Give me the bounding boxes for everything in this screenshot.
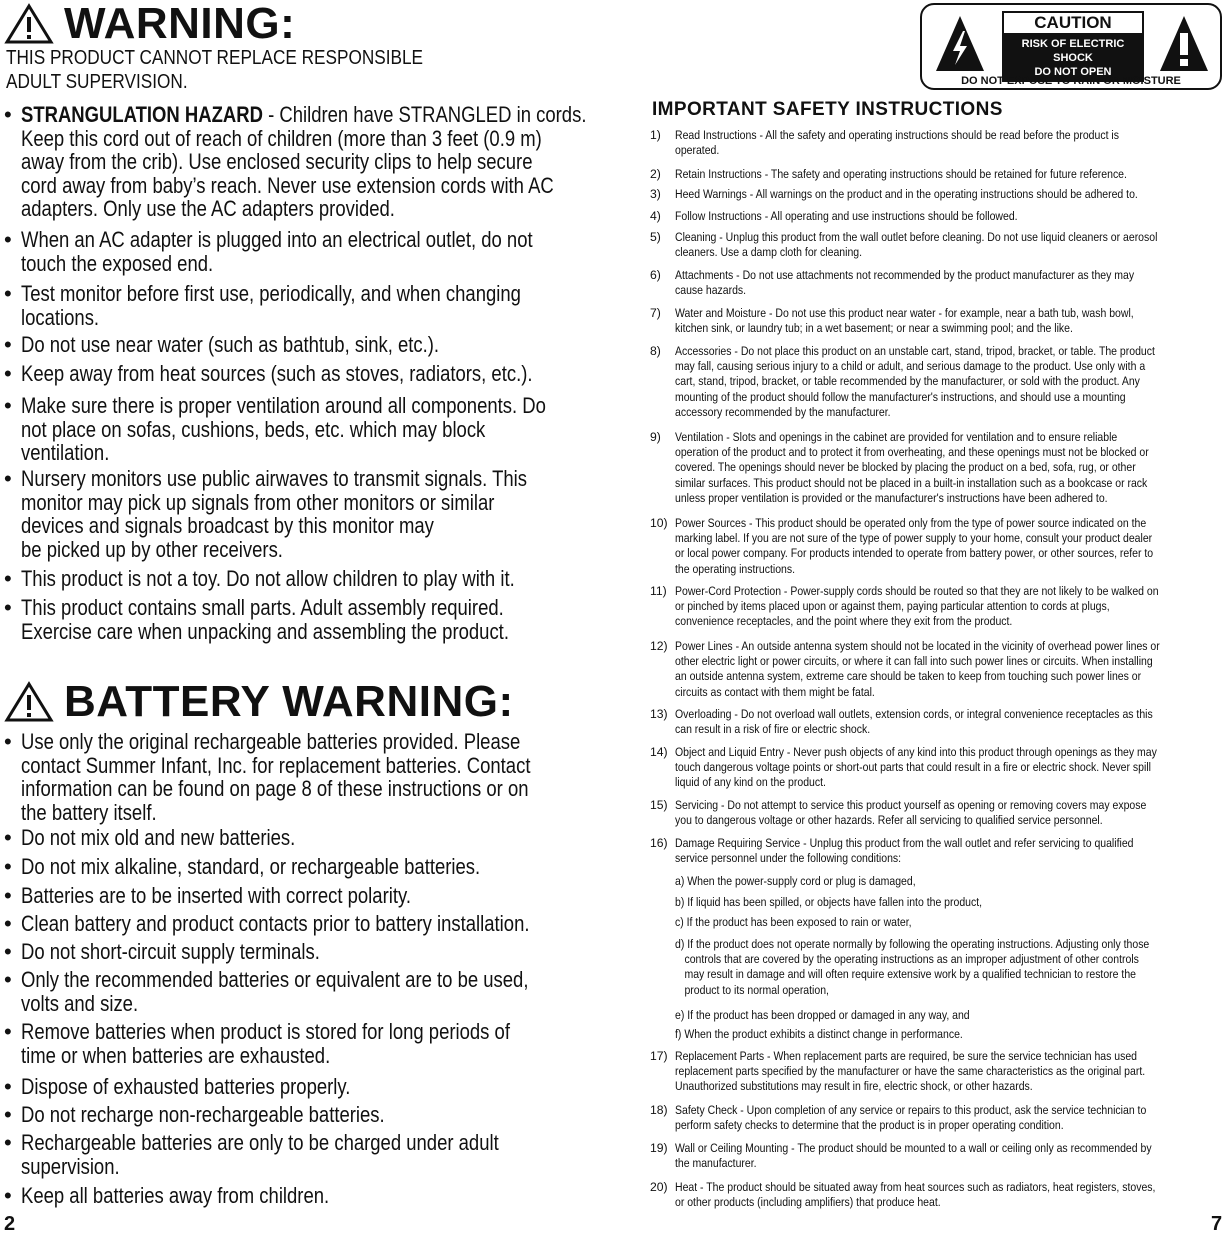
item-line: operation of the product and to protect it from overheating, and these openings must not be blocked or <box>675 445 1149 460</box>
battery-bullet-line: the battery itself. <box>21 799 157 825</box>
item-number: 2) <box>650 167 661 181</box>
item-line: Replacement Parts - When replacement parts are required, be sure the service technician has used <box>675 1049 1137 1063</box>
warning-bullet-line: Exercise care when unpacking and assembling the product. <box>21 618 509 644</box>
item-line: Ventilation - Slots and openings in the cabinet are provided for ventilation and to ensure reliable <box>675 430 1118 444</box>
caution-center <box>1002 11 1144 82</box>
bullet-dot: • <box>4 566 12 591</box>
bullet-dot: • <box>4 393 12 418</box>
damage-condition-item <box>675 937 1226 998</box>
battery-bullet-line: time or when batteries are exhausted. <box>21 1042 331 1068</box>
warning-bullet-line: be picked up by other receivers. <box>21 536 283 562</box>
condition-line: c) If the product has been exposed to rain or water, <box>675 915 912 929</box>
item-line: you to dangerous voltage or other hazards. Refer all servicing to qualified service personnel. <box>675 813 1103 828</box>
item-line: covered. The openings should never be blocked by placing the product on a bed, sofa, rug, or other <box>675 460 1136 475</box>
left-page <box>0 0 600 1237</box>
item-line: Unauthorized substitutions may result in fire, electric shock, or other hazards. <box>675 1079 1033 1094</box>
warning-subtitle-line: THIS PRODUCT CANNOT REPLACE RESPONSIBLE <box>6 47 424 69</box>
bullet-dot: • <box>4 281 12 306</box>
item-number: 16) <box>650 836 668 850</box>
bullet-dot: • <box>4 729 12 754</box>
safety-instructions-title: IMPORTANT SAFETY INSTRUCTIONS <box>652 99 1003 120</box>
condition-line: controls that are covered by the operating instructions as an improper adjustment of other controls <box>684 952 1139 967</box>
battery-bullet-line: contact Summer Infant, Inc. for replacement batteries. Contact <box>21 752 531 778</box>
item-number: 1) <box>650 128 661 142</box>
bullet-dot: • <box>4 1102 12 1127</box>
battery-bullet-line: Do not mix old and new batteries. <box>21 825 296 850</box>
item-number: 11) <box>650 584 667 598</box>
item-line: operated. <box>675 143 720 158</box>
item-line: kitchen sink, or laundry tub; in a wet basement; or near a swimming pool; and the like. <box>675 321 1073 336</box>
battery-bullet-line: Remove batteries when product is stored for long periods of <box>21 1019 510 1044</box>
item-line: marking label. If you are not sure of the type of power supply to your home, consult your product dealer <box>675 531 1153 546</box>
page-number-right: 7 <box>1211 1213 1223 1235</box>
item-line: Retain Instructions - The safety and operating instructions should be retained for future reference. <box>675 167 1127 181</box>
condition-line: d) If the product does not operate normally by following the operating instructions. Adjusting only those <box>675 937 1150 951</box>
condition-line: b) If liquid has been spilled, or objects have fallen into the product, <box>675 895 983 909</box>
warning-bullet-line: touch the exposed end. <box>21 250 214 276</box>
item-line: perform safety checks to determine that the product is in proper operating condition. <box>675 1118 1064 1133</box>
bullet-dot: • <box>4 825 12 850</box>
bullet-dot: • <box>4 361 12 386</box>
item-line: Object and Liquid Entry - Never push objects of any kind into this product through openings as they may <box>675 745 1157 759</box>
condition-line: e) If the product has been dropped or damaged in any way, and <box>675 1008 970 1022</box>
item-line: Power Lines - An outside antenna system should not be located in the vicinity of overhead power lines or <box>675 639 1160 653</box>
warning-triangle-icon <box>4 681 54 723</box>
hazard-text: - Children have STRANGLED in cords. <box>262 102 587 127</box>
battery-bullet-line: Use only the original rechargeable batteries provided. Please <box>21 729 521 754</box>
bullet-dot: • <box>4 102 12 127</box>
item-line: cause hazards. <box>675 283 747 298</box>
exclamation-warning-icon <box>1158 13 1210 75</box>
warning-bullet-line: not place on sofas, cushions, beds, etc. which may block <box>21 416 486 442</box>
item-number: 20) <box>650 1180 668 1194</box>
warning-bullet-line: Keep this cord out of reach of children (more than 3 feet (0.9 m) <box>21 125 542 151</box>
damage-condition-item <box>675 895 1032 910</box>
battery-bullet-line: volts and size. <box>21 990 139 1016</box>
bullet-dot: • <box>4 466 12 491</box>
item-line: Wall or Ceiling Mounting - The product should be mounted to a wall or ceiling only as recommended by <box>675 1141 1152 1155</box>
risk-line: RISK OF ELECTRIC SHOCK <box>1021 38 1125 64</box>
warning-bullet-line: Nursery monitors use public airwaves to transmit signals. This <box>21 466 527 491</box>
caution-word: CAUTION <box>1002 11 1144 35</box>
item-line: an outside antenna system, extreme care should be taken to keep from touching such power lines or <box>675 669 1142 684</box>
damage-condition-item <box>675 915 950 930</box>
item-number: 10) <box>650 516 668 530</box>
item-line: Water and Moisture - Do not use this product near water - for example, near a bath tub, wash bowl, <box>675 306 1134 320</box>
warning-bullet-line: ventilation. <box>21 440 110 465</box>
item-line: circuits as contact with them might be fatal. <box>675 684 875 699</box>
warning-bullet-line: This product contains small parts. Adult assembly required. <box>21 595 504 620</box>
warning-subtitle-line: ADULT SUPERVISION. <box>6 71 188 93</box>
item-line: mounting of the product should follow the manufacturer's instructions, and should use a mounting <box>675 389 1126 404</box>
battery-bullet-line: Do not recharge non-rechargeable batteries. <box>21 1102 385 1127</box>
item-line: Damage Requiring Service - Unplug this product from the wall outlet and refer servicing to qualified <box>675 836 1134 850</box>
item-number: 14) <box>650 745 668 759</box>
item-line: accessory recommended by the manufacturer. <box>675 404 891 419</box>
item-number: 6) <box>650 268 661 282</box>
item-line: may fall, causing serious injury to a child or adult, and serious damage to the product. Use only with a <box>675 359 1146 374</box>
item-number: 5) <box>650 230 661 244</box>
item-number: 4) <box>650 209 661 223</box>
battery-bullet-line: Clean battery and product contacts prior to battery installation. <box>21 911 530 936</box>
bullet-dot: • <box>4 1130 12 1155</box>
battery-warning-heading <box>4 677 514 726</box>
item-line: touch dangerous voltage points or short-out parts that could result in a fire or electric shock. Never spill <box>675 760 1151 775</box>
item-line: cart, stand, tripod, bracket, or table recommended by the manufacturer, or sold with the product. Any <box>675 374 1140 389</box>
item-line: liquid of any kind on the product. <box>675 775 826 790</box>
condition-line: may result in damage and will often require extensive work by a qualified technician to restore the <box>684 967 1136 982</box>
item-number: 15) <box>650 798 668 812</box>
bullet-dot: • <box>4 227 12 252</box>
battery-bullet-line: Only the recommended batteries or equivalent are to be used, <box>21 967 529 992</box>
battery-bullet-line: Do not mix alkaline, standard, or rechargeable batteries. <box>21 854 481 879</box>
warning-bullet-line: monitor may pick up signals from other monitors or similar <box>21 489 495 515</box>
item-number: 7) <box>650 306 661 320</box>
bullet-dot: • <box>4 595 12 620</box>
bullet-dot: • <box>4 939 12 964</box>
warning-triangle-icon <box>4 3 54 45</box>
item-line: convenience receptacles, and the point where they exit from the product. <box>675 614 1013 629</box>
battery-bullet-line: Dispose of exhausted batteries properly. <box>21 1074 351 1099</box>
item-line: Read Instructions - All the safety and operating instructions should be read before the product is <box>675 128 1119 142</box>
warning-heading <box>4 2 295 46</box>
battery-warning-title: BATTERY WARNING: <box>64 677 514 726</box>
battery-bullet-line: Batteries are to be inserted with correct polarity. <box>21 883 411 908</box>
condition-line: f) When the product exhibits a distinct change in performance. <box>675 1027 963 1041</box>
item-number: 17) <box>650 1049 668 1063</box>
item-line: Heat - The product should be situated away from heat sources such as radiators, heat registers, stoves, <box>675 1180 1156 1194</box>
item-line: Overloading - Do not overload wall outlets, extension cords, or integral convenience receptacles as this <box>675 707 1153 721</box>
warning-bullet-line: Test monitor before first use, periodically, and when changing <box>21 281 521 306</box>
risk-line: DO NOT OPEN <box>1034 66 1112 78</box>
warning-bullet-line: Do not use near water (such as bathtub, sink, etc.). <box>21 332 440 357</box>
item-line: or local power company. For products intended to operate from battery power, or other sources, refer to <box>675 546 1154 561</box>
item-line: or other products (including amplifiers) that produce heat. <box>675 1195 941 1210</box>
warning-bullet-line <box>21 103 586 127</box>
item-line: other electric light or power circuits, or where it can fall into such power lines or circuits. When installing <box>675 654 1153 669</box>
battery-bullet-line: Rechargeable batteries are only to be charged under adult <box>21 1130 499 1155</box>
item-line: Power-Cord Protection - Power-supply cords should be routed so that they are not likely to be walked on <box>675 584 1159 598</box>
item-line: unless proper ventilation is provided or the manufacturer's instructions have been adhered to. <box>675 490 1108 505</box>
item-number: 19) <box>650 1141 668 1155</box>
bullet-dot: • <box>4 967 12 992</box>
caution-label <box>920 3 1222 90</box>
bullet-dot: • <box>4 332 12 357</box>
item-line: similar surfaces. This product should not be placed in a built-in installation such as a bookcase or rack <box>675 475 1148 490</box>
warning-bullet-line: Keep away from heat sources (such as stoves, radiators, etc.). <box>21 361 533 386</box>
item-line: or pinched by items placed upon or against them, paying particular attention to cords at plugs, <box>675 599 1110 614</box>
item-line: service personnel under the following conditions: <box>675 851 902 866</box>
item-number: 9) <box>650 430 661 444</box>
item-line: Safety Check - Upon completion of any service or repairs to this product, ask the service technician to <box>675 1103 1147 1117</box>
item-line: can result in a risk of fire or electric shock. <box>675 722 871 737</box>
warning-bullet-line: locations. <box>21 304 100 330</box>
warning-bullet-line: away from the crib). Use enclosed security clips to help secure <box>21 149 533 174</box>
item-line: Follow Instructions - All operating and use instructions should be followed. <box>675 209 1018 223</box>
caution-footer: DO NOT EXPOSE TO RAIN OR MOISTURE <box>961 75 1181 87</box>
damage-condition-item <box>675 1027 1010 1042</box>
item-line: cleaners. Use a damp cloth for cleaning. <box>675 245 863 260</box>
battery-bullet-line: Do not short-circuit supply terminals. <box>21 939 320 964</box>
item-line: Heed Warnings - All warnings on the product and in the operating instructions should be adhered to. <box>675 187 1138 201</box>
bullet-dot: • <box>4 911 12 936</box>
electric-shock-icon <box>934 13 986 75</box>
item-line: Attachments - Do not use attachments not recommended by the product manufacturer as they may <box>675 268 1135 282</box>
warning-subtitle <box>6 46 491 94</box>
condition-line: a) When the power-supply cord or plug is damaged, <box>675 874 916 888</box>
bullet-dot: • <box>4 854 12 879</box>
warning-bullet-line: Make sure there is proper ventilation around all components. Do <box>21 393 546 418</box>
item-number: 8) <box>650 344 661 358</box>
battery-bullet-line: supervision. <box>21 1153 120 1179</box>
warning-bullet-line: adapters. Only use the AC adapters provided. <box>21 196 395 221</box>
hazard-lead: STRANGULATION HAZARD <box>21 102 263 127</box>
warning-bullet-line: cord away from baby’s reach. Never use extension cords with AC <box>21 172 554 198</box>
warning-bullet-line: This product is not a toy. Do not allow children to play with it. <box>21 566 515 591</box>
item-line: Accessories - Do not place this product on an unstable cart, stand, tripod, bracket, or table. The product <box>675 344 1155 358</box>
item-number: 13) <box>650 707 668 721</box>
item-number: 12) <box>650 639 668 653</box>
bullet-dot: • <box>4 1183 12 1208</box>
damage-condition-item <box>675 1008 1018 1023</box>
condition-line: product to its normal operation, <box>684 982 829 997</box>
item-line: Cleaning - Unplug this product from the wall outlet before cleaning. Do not use liquid cleaners or aerosol <box>675 230 1158 244</box>
item-line: Servicing - Do not attempt to service this product yourself as opening or removing covers may expose <box>675 798 1147 812</box>
warning-title: WARNING: <box>64 0 296 48</box>
item-line: Power Sources - This product should be operated only from the type of power source indicated on the <box>675 516 1147 530</box>
item-number: 18) <box>650 1103 668 1117</box>
battery-bullet-line: information can be found on page 8 of these instructions or on <box>21 776 529 801</box>
item-line: the operating instructions. <box>675 561 796 576</box>
item-line: the manufacturer. <box>675 1156 757 1171</box>
warning-bullet-line: devices and signals broadcast by this monitor may <box>21 513 434 538</box>
bullet-dot: • <box>4 1019 12 1044</box>
battery-bullet-line: Keep all batteries away from children. <box>21 1183 330 1208</box>
item-line: replacement parts specified by the manufacturer or have the same characteristics as the original part. <box>675 1064 1146 1079</box>
warning-bullet-line: When an AC adapter is plugged into an electrical outlet, do not <box>21 227 533 252</box>
item-number: 3) <box>650 187 661 201</box>
bullet-dot: • <box>4 1074 12 1099</box>
damage-condition-item <box>675 874 955 889</box>
page-number-left: 2 <box>4 1213 16 1235</box>
bullet-dot: • <box>4 883 12 908</box>
